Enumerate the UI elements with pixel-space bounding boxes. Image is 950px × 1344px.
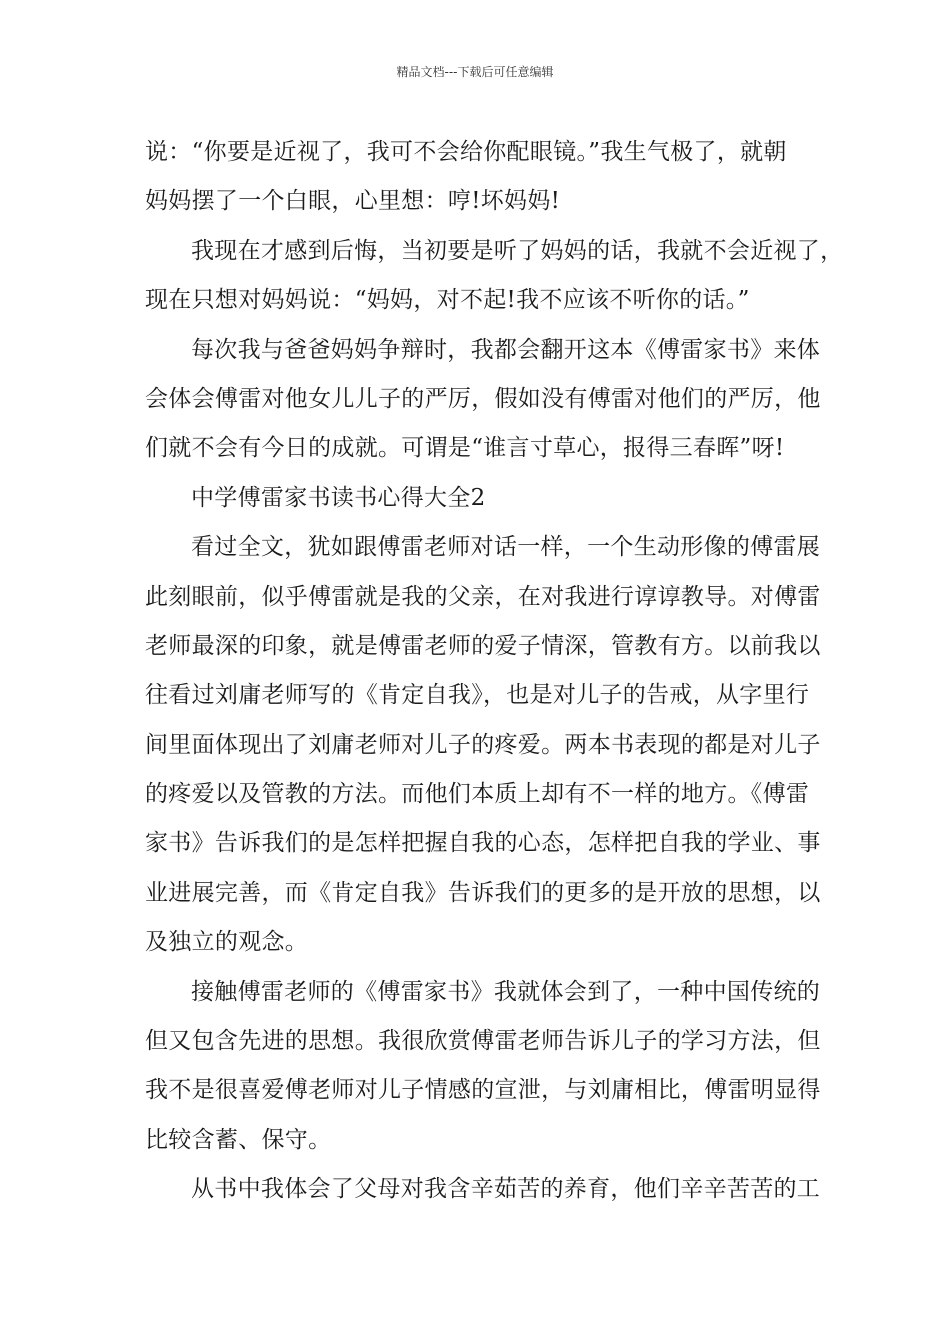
text-line: 从书中我体会了父母对我含辛茹苦的养育，他们辛辛苦苦的工 bbox=[191, 1176, 821, 1203]
text-line: 此刻眼前，似乎傅雷就是我的父亲，在对我进行谆谆教导。对傅雷 bbox=[145, 583, 821, 610]
text-line: 间里面体现出了刘庸老师对儿子的疼爱。两本书表现的都是对儿子 bbox=[145, 731, 821, 758]
section-heading: 中学傅雷家书读书心得大全2 bbox=[191, 484, 486, 511]
text-line: 看过全文，犹如跟傅雷老师对话一样，一个生动形像的傅雷展 bbox=[191, 534, 821, 561]
text-line: 但又包含先进的思想。我很欣赏傅雷老师告诉儿子的学习方法，但 bbox=[145, 1028, 821, 1055]
text-line: 业进展完善，而《肯定自我》告诉我们的更多的是开放的思想，以 bbox=[145, 879, 821, 906]
text-line: 老师最深的印象，就是傅雷老师的爱子情深，管教有方。以前我以 bbox=[145, 632, 821, 659]
text-line: 及独立的观念。 bbox=[145, 929, 309, 956]
body-text bbox=[145, 128, 844, 1215]
page-header: 精品文档---下载后可任意编辑 bbox=[396, 65, 554, 79]
text-line: 家书》告诉我们的是怎样把握自我的心态，怎样把自我的学业、事 bbox=[145, 830, 821, 857]
text-line: 现在只想对妈妈说：“妈妈，对不起!我不应该不听你的话。” bbox=[145, 287, 750, 314]
text-line: 妈妈摆了一个白眼，心里想：哼!坏妈妈! bbox=[145, 188, 561, 215]
text-line: 们就不会有今日的成就。可谓是“谁言寸草心，报得三春晖”呀! bbox=[145, 435, 785, 462]
text-line: 说：“你要是近视了，我可不会给你配眼镜。”我生气极了，就朝 bbox=[145, 139, 787, 165]
text-line: 往看过刘庸老师写的《肯定自我》，也是对儿子的告戒，从字里行 bbox=[145, 682, 810, 709]
text-line: 比较含蓄、保守。 bbox=[145, 1126, 332, 1153]
text-line: 的疼爱以及管教的方法。而他们本质上却有不一样的地方。《傅雷 bbox=[145, 781, 810, 808]
text-line: 会体会傅雷对他女儿儿子的严厉，假如没有傅雷对他们的严厉，他 bbox=[145, 385, 821, 412]
text-line: 接触傅雷老师的《傅雷家书》我就体会到了，一种中国传统的 bbox=[191, 978, 821, 1005]
text-line: 每次我与爸爸妈妈争辩时，我都会翻开这本《傅雷家书》来体 bbox=[191, 336, 821, 363]
text-line: 我现在才感到后悔，当初要是听了妈妈的话，我就不会近视了， bbox=[191, 237, 844, 264]
text-line: 我不是很喜爱傅老师对儿子情感的宣泄，与刘庸相比，傅雷明显得 bbox=[145, 1077, 821, 1104]
